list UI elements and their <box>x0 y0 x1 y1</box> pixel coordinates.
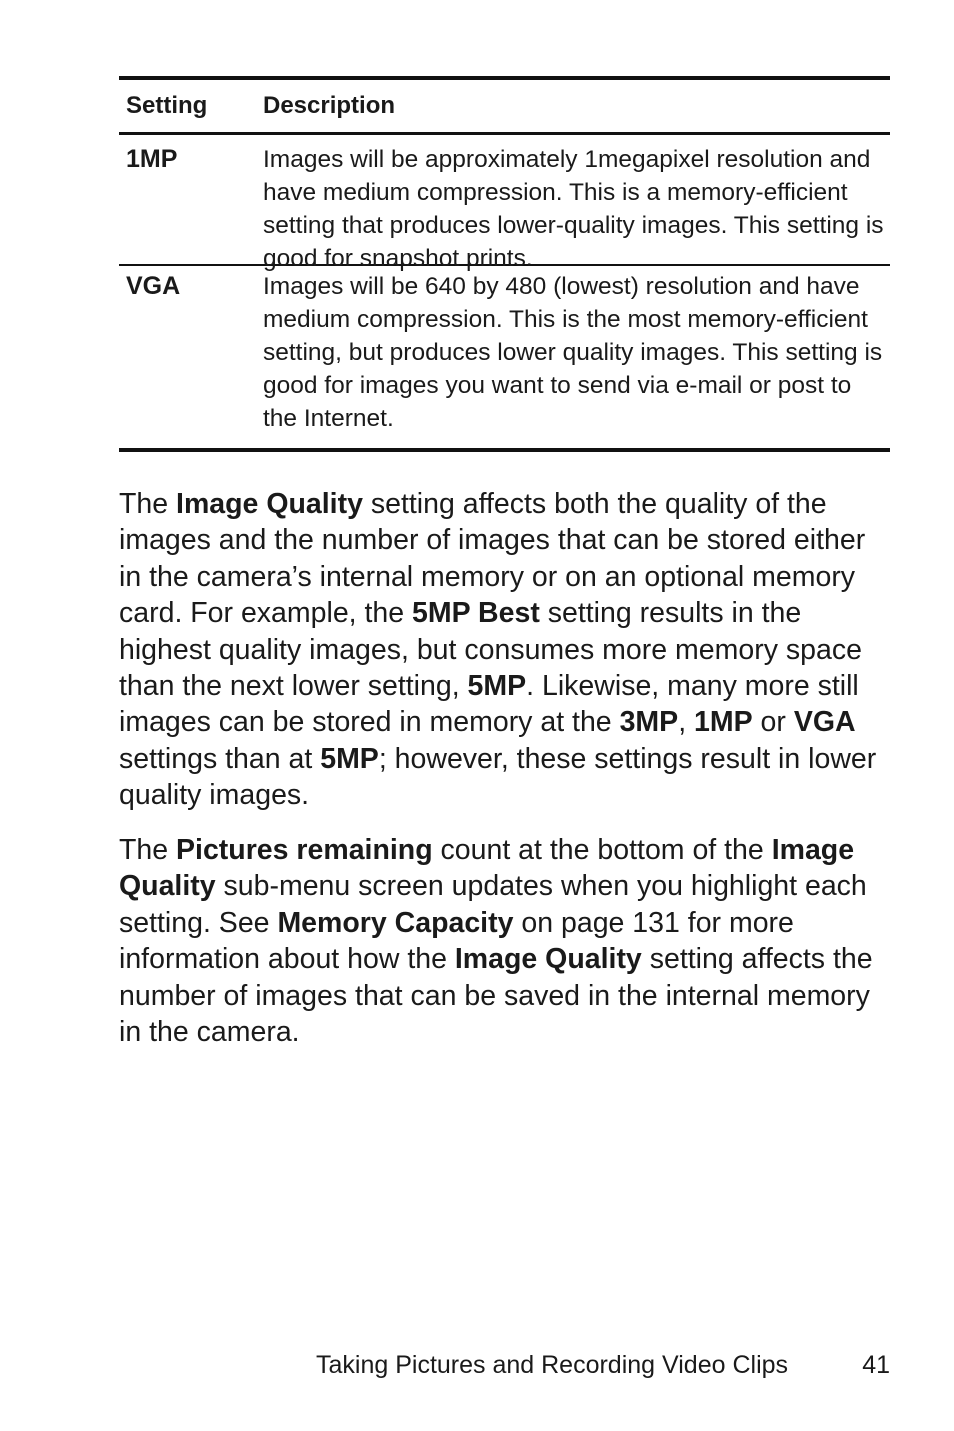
bold-term: 5MP Best <box>412 597 540 630</box>
table-header-row <box>119 80 890 135</box>
bold-term: Pictures remaining <box>176 834 433 866</box>
table-row <box>119 135 890 272</box>
text-run: settings than at <box>119 742 321 775</box>
description-cell: Images will be 640 by 480 (lowest) resolution and have medium compression. This is the most memory-efficient setting, but produces lower quality images. This setting is good for images you want to send via e-mail or post to the Internet. <box>263 273 883 432</box>
bold-term: Image Quality <box>176 488 363 520</box>
bold-term: 5MP <box>467 670 527 703</box>
settings-table <box>119 76 890 452</box>
table-row <box>119 266 890 452</box>
bold-term: 3MP <box>619 706 679 739</box>
bold-term: Image Quality <box>454 943 642 976</box>
pictures-remaining-paragraph <box>119 832 894 1050</box>
bold-term: 5MP <box>320 742 379 775</box>
text-run: sub-menu screen updates when you highlight each setting. See <box>119 870 867 939</box>
text-run: . Likewise, many more still images can be stored in memory at the <box>119 670 859 739</box>
text-run: on page 131 for more information about how the <box>119 906 794 976</box>
setting-cell: 1MP <box>126 145 178 173</box>
text-run: setting affects the number of images that can be saved in the internal memory in the camera. <box>119 943 873 1049</box>
header-description: Description <box>263 92 396 119</box>
text-run: setting affects both the quality of the images and the number of images that can be stored either in the camera’s internal memory or on an optional memory card. For example, the <box>119 488 866 630</box>
image-quality-paragraph <box>119 486 894 814</box>
bold-term: 1MP <box>694 706 753 739</box>
footer-chapter-title: Taking Pictures and Recording Video Clips <box>316 1351 789 1379</box>
text-run: count at the bottom of the <box>432 834 772 866</box>
setting-cell: VGA <box>126 272 181 300</box>
text-run: The <box>119 488 177 520</box>
bold-term: Image Quality <box>119 834 855 903</box>
text-run: , <box>678 706 695 739</box>
bold-term: VGA <box>793 706 856 739</box>
text-run: or <box>752 706 794 739</box>
text-run: The <box>119 834 177 866</box>
description-cell: Images will be approximately 1megapixel resolution and have medium compression. This is a memory-efficient setting that produces lower-quality images. This setting is good for snapshot prints. <box>263 146 884 272</box>
text-run: ; however, these settings result in lower quality images. <box>119 742 877 812</box>
text-run: setting results in the highest quality images, but consumes more memory space than the next lower setting, <box>119 597 862 703</box>
header-setting: Setting <box>126 92 208 119</box>
page-number: 41 <box>862 1351 890 1379</box>
bold-term: Memory Capacity <box>277 906 514 939</box>
